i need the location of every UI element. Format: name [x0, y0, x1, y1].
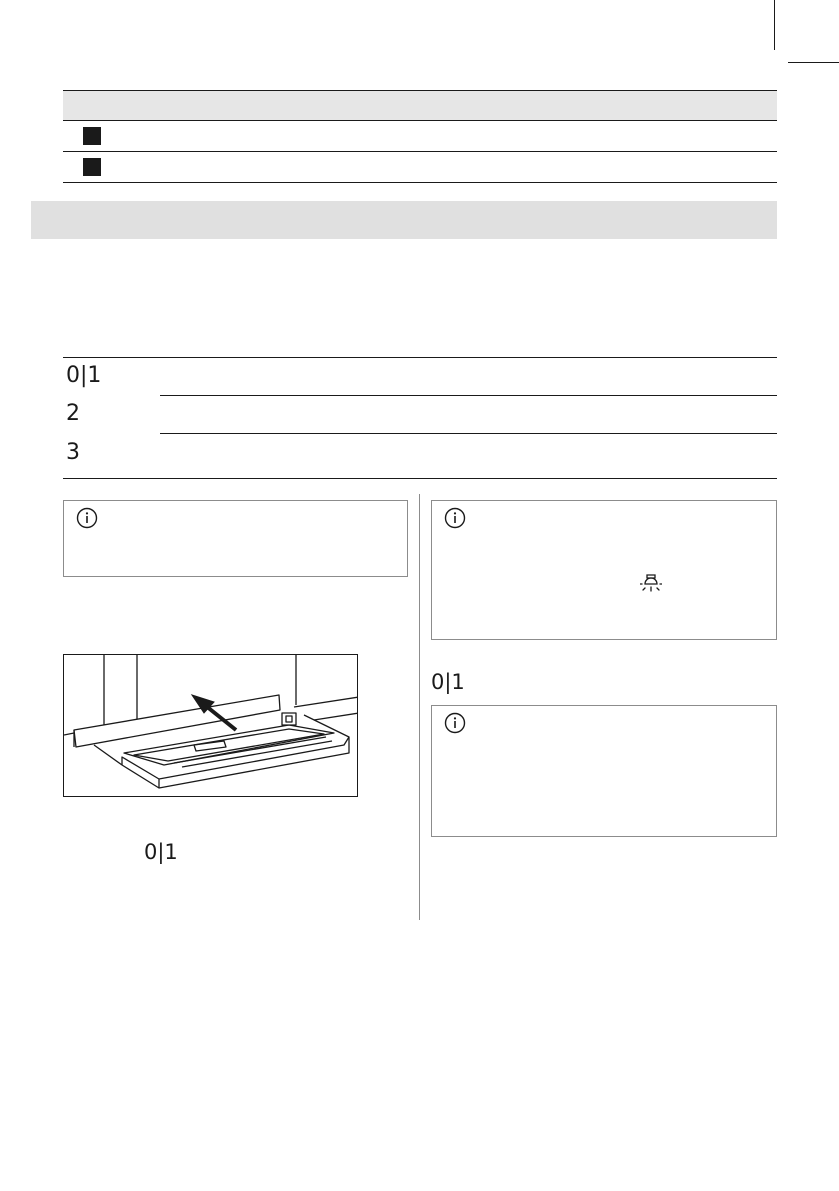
black-square-marker — [83, 158, 101, 176]
table-header — [63, 90, 777, 121]
table-rule — [63, 433, 777, 434]
table-rule — [63, 357, 777, 358]
light-bulb-icon — [640, 573, 662, 597]
table-rule — [63, 478, 777, 479]
power-symbol-heading: 0|1 — [431, 670, 465, 694]
column-divider — [419, 494, 420, 920]
table-rule — [63, 395, 777, 396]
info-box — [63, 500, 408, 577]
power-symbol-inline: 0|1 — [144, 840, 178, 864]
table-rule-gap — [63, 395, 160, 396]
info-box — [431, 500, 777, 640]
section-heading-band — [31, 201, 777, 239]
info-icon — [444, 712, 466, 734]
table-rule-gap — [63, 433, 160, 434]
info-box — [431, 705, 777, 837]
info-icon — [444, 507, 466, 529]
table-row — [63, 152, 777, 183]
hood-filter-push-illustration — [63, 654, 358, 797]
speed-3-symbol: 3 — [66, 440, 80, 465]
crop-mark-vertical — [774, 0, 775, 50]
table-row — [63, 121, 777, 152]
speed-2-symbol: 2 — [66, 401, 80, 426]
crop-mark-horizontal — [788, 62, 839, 63]
power-symbol: 0|1 — [66, 363, 102, 388]
info-icon — [76, 507, 98, 529]
black-square-marker — [83, 127, 101, 145]
